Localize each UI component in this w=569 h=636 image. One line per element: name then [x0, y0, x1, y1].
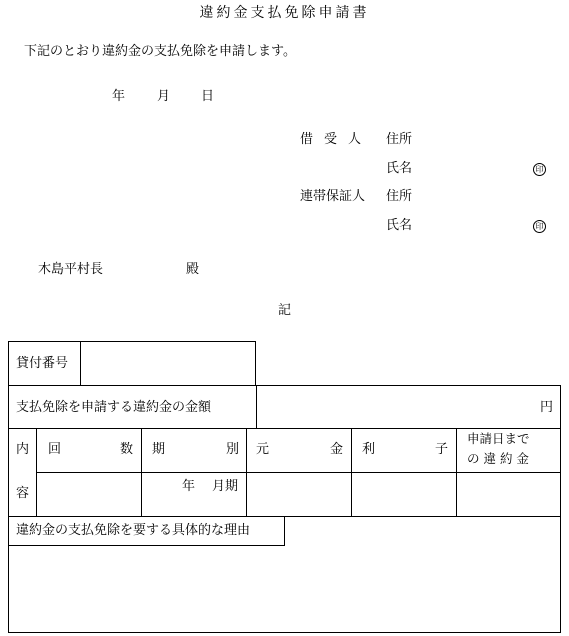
col-kai-label-b: 数: [120, 442, 134, 457]
reason-field[interactable]: [9, 546, 560, 632]
borrower-name-label: 氏名: [386, 161, 413, 176]
col-kai-label-a: 回: [48, 442, 62, 457]
col-rishi-label-b: 子: [435, 442, 449, 457]
loan-number-label: 貸付番号: [16, 356, 69, 371]
date-year-label: 年: [112, 89, 126, 104]
col-ganan-label-a: 元: [256, 442, 270, 457]
guarantor-seal-icon: 印: [533, 219, 546, 233]
ki-heading: 記: [278, 303, 292, 318]
guarantor-role: 連帯保証人: [300, 189, 366, 204]
period-year-label: 年: [182, 479, 196, 494]
col-kibetsu-label-a: 期: [152, 442, 166, 457]
col-penalty-label-2: の 違 約 金: [467, 451, 529, 466]
naiyou-bottom-label: 容: [16, 486, 30, 501]
borrower-seal-icon: 印: [533, 162, 546, 176]
document-title: 違約金支払免除申請書: [199, 5, 370, 21]
reason-label: 違約金の支払免除を要する具体的な理由: [16, 523, 251, 538]
date-day-label: 日: [201, 89, 215, 104]
addressee-name: 木島平村長: [38, 262, 104, 277]
kai-field[interactable]: [37, 473, 141, 516]
period-monthterm-label: 月期: [212, 479, 239, 494]
loan-number-field[interactable]: [81, 342, 255, 385]
guarantor-address-label: 住所: [386, 189, 413, 204]
amount-label: 支払免除を申請する違約金の金額: [16, 400, 212, 415]
ganan-field[interactable]: [247, 473, 351, 516]
borrower-role: 借 受 人: [300, 132, 361, 147]
amount-field[interactable]: [257, 386, 560, 428]
naiyou-top-label: 内: [16, 442, 30, 457]
addressee-honorific: 殿: [186, 262, 200, 277]
borrower-address-label: 住所: [386, 132, 413, 147]
col-penalty-label-1: 申請日まで: [467, 431, 530, 446]
intro-text: 下記のとおり違約金の支払免除を申請します。: [24, 44, 296, 59]
col-ganan-label-b: 金: [330, 442, 344, 457]
col-kibetsu-label-b: 別: [226, 442, 240, 457]
rishi-field[interactable]: [352, 473, 456, 516]
row-divider-1: [8, 428, 561, 429]
amount-unit: 円: [540, 400, 554, 415]
col-rishi-label-a: 利: [362, 442, 376, 457]
penalty-field[interactable]: [457, 473, 560, 516]
guarantor-name-label: 氏名: [386, 218, 413, 233]
date-month-label: 月: [157, 89, 171, 104]
